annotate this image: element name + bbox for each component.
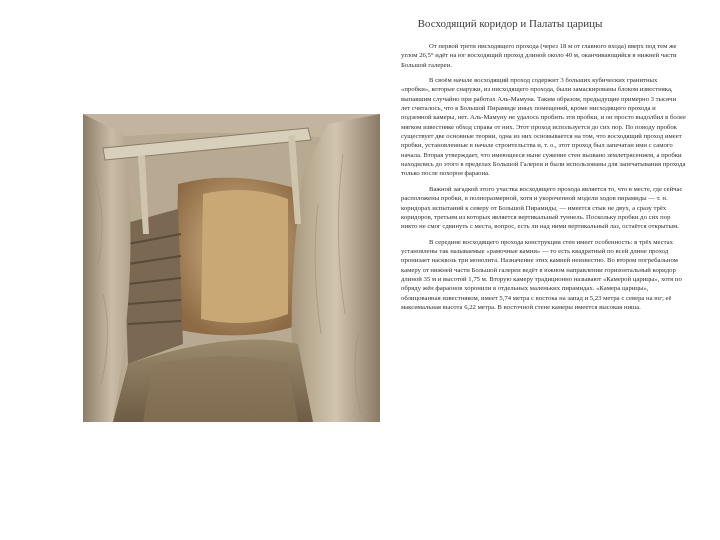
article-text [401,42,686,318]
corridor-photo-illustration [83,114,380,422]
corridor-photo [83,114,380,422]
paragraph-4: В середине восходящего прохода конструкция стен имеет особенность: в трёх местах установлены так называемые «рамочные камни» — то есть квадратный по всей длине проход пронизает насквозь три монолита. Назначение этих камней неизвестно. Во втором погребальном камеру от нижней части Большой галереи ведёт в южном направлении горизонтальный коридор длиной 35 м и высотой 1,75 м. Вторую камеру традиционно называют «Камерой царицы», хотя по обряду жён фараонов хоронили в отдельных маленьких пирамидах. «Камера царицы», облицованная известняком, имеет 5,74 метра с востока на запад и 5,23 метра с севера на юг; её максимальная высота 6,22 метра. В восточной стене камеры имеется высокая ниша. [401,238,682,311]
slide-title: Восходящий коридор и Палаты царицы [417,18,603,30]
paragraph-3: Важной загадкой этого участка восходящего прохода является то, что в месте, где сейчас расположены пробки, в полноразмерной, хотя и укороченной модели ходов пирамиды — т. н. коридорах испытаний к северу от Большой Пирамиды, — имеется стык не двух, а сразу трёх коридоров, третьим из которых является вертикальный туннель. Поскольку пробки до сих пор никто не смог сдвинуть с места, вопрос, есть ли над ними вертикальный лаз, остаётся открытым. [401,185,683,231]
paragraph-2: В своём начале восходящий проход содержит 3 больших кубических гранитных «пробки», которые снаружи, из нисходящего прохода, были замаскированы блоком известняка, выпавшим случайно при работах Аль-Мамуна. Таким образом, предыдущие примерно 3 тысячи лет считалось, что в Большой Пирамиде иных помещений, кроме нисходящего прохода и подземной камеры, нет. Аль-Мамуну не удалось пробить эти пробки, и он просто выдолбил в более мягком известняке обход справа от них. Этот проход используется до сих пор. По поводу пробок существует две основные теории, одна из них основывается на том, что восходящий проход имеет пробки, установленные в начале строительства и, т. о., этот проход был запечатан ими с самого начала. Вторая утверждает, что имеющееся ныне сужение стен вызвано землетрясением, а пробки находились до этого в пределах Большой Галереи и были использованы для запечатывания прохода только после похорон фараона. [401,77,686,178]
paragraph-1: От первой трети нисходящего прохода (через 18 м от главного входа) вверх под тем же углом 26,5° идёт на юг восходящий проход длиной около 40 м, оканчивающийся в нижней части Большой галереи. [401,43,677,69]
